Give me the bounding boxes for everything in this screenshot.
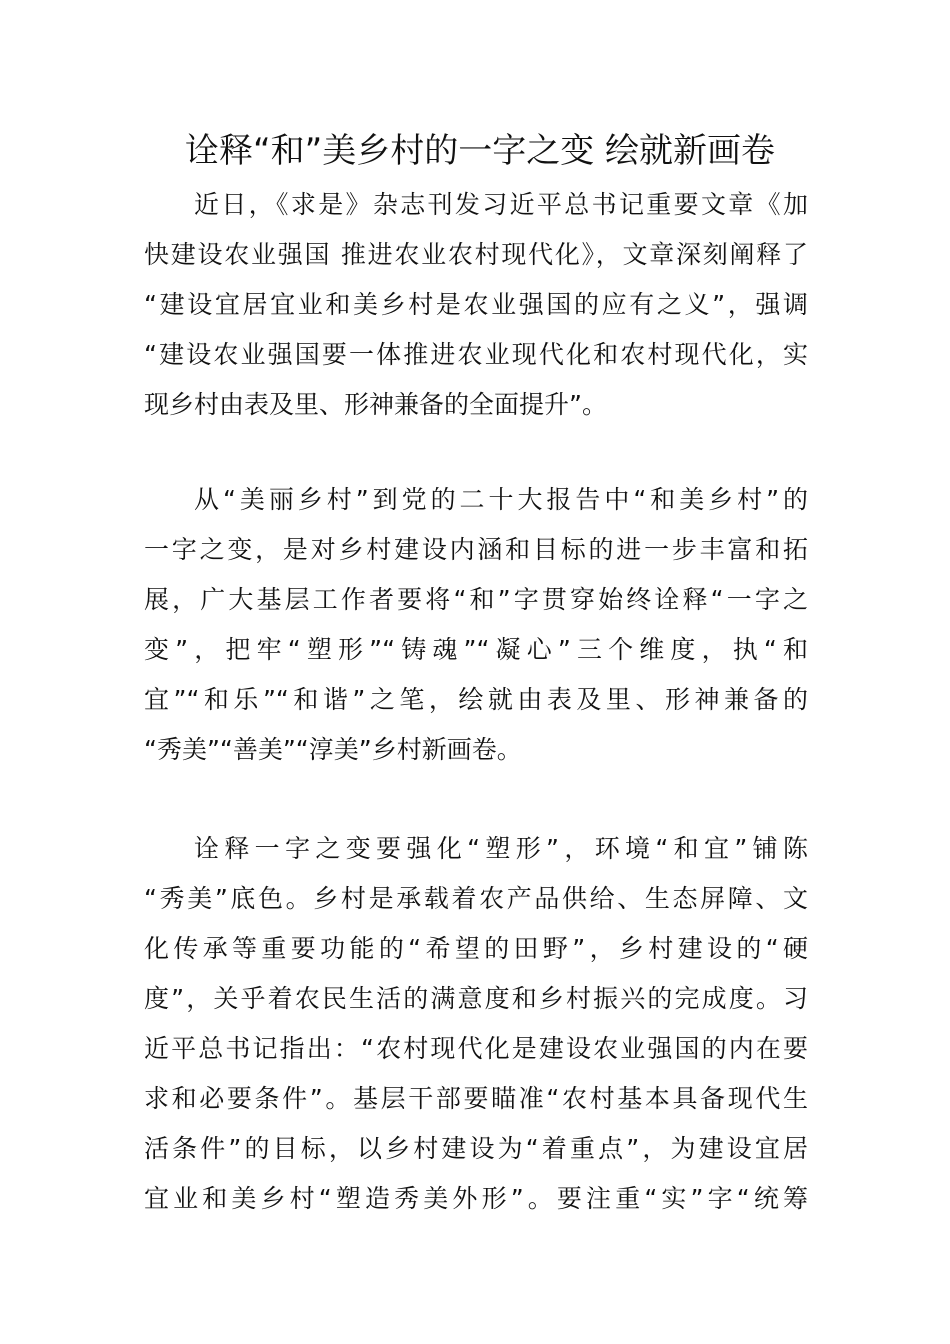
paragraph-line: 一字之变，是对乡村建设内涵和目标的进一步丰富和拓 <box>144 535 808 564</box>
paragraph-line: 宜”“和乐”“和谐”之笔，绘就由表及里、形神兼备的 <box>144 685 808 714</box>
paragraph-line: “秀美”“善美”“淳美”乡村新画卷。 <box>144 735 522 764</box>
paragraph-line: “建设宜居宜业和美乡村是农业强国的应有之义”，强调 <box>144 290 808 319</box>
paragraph-line: 近日，《求是》杂志刊发习近平总书记重要文章《加 <box>194 190 808 219</box>
paragraph-line: 宜业和美乡村“塑造秀美外形”。要注重“实”字“统筹 <box>144 1184 808 1213</box>
document-title: 诠释“和”美乡村的一字之变 绘就新画卷 <box>184 131 776 171</box>
paragraph-line: “建设农业强国要一体推进农业现代化和农村现代化，实 <box>144 340 808 369</box>
paragraph-line: 从“美丽乡村”到党的二十大报告中“和美乡村”的 <box>194 485 808 514</box>
paragraph-2 <box>144 475 808 775</box>
paragraph-line: 活条件”的目标，以乡村建设为“着重点”，为建设宜居 <box>144 1134 808 1163</box>
paragraph-1 <box>144 180 808 430</box>
paragraph-line: 求和必要条件”。基层干部要瞄准“农村基本具备现代生 <box>144 1084 808 1113</box>
paragraph-line: 变”，把牢“塑形”“铸魂”“凝心”三个维度，执“和 <box>144 635 808 664</box>
paragraph-line: 展，广大基层工作者要将“和”字贯穿始终诠释“一字之 <box>144 585 808 614</box>
paragraph-line: 近平总书记指出：“农村现代化是建设农业强国的内在要 <box>144 1034 808 1063</box>
paragraph-3 <box>144 824 808 1224</box>
paragraph-line: 化传承等重要功能的“希望的田野”，乡村建设的“硬 <box>144 934 808 963</box>
paragraph-line: 现乡村由表及里、形神兼备的全面提升”。 <box>144 390 607 419</box>
paragraph-line: “秀美”底色。乡村是承载着农产品供给、生态屏障、文 <box>144 884 808 913</box>
paragraph-line: 度”，关乎着农民生活的满意度和乡村振兴的完成度。习 <box>144 984 808 1013</box>
paragraph-line: 快建设农业强国 推进农业农村现代化》，文章深刻阐释了 <box>144 240 808 269</box>
paragraph-line: 诠释一字之变要强化“塑形”，环境“和宜”铺陈 <box>194 834 808 863</box>
